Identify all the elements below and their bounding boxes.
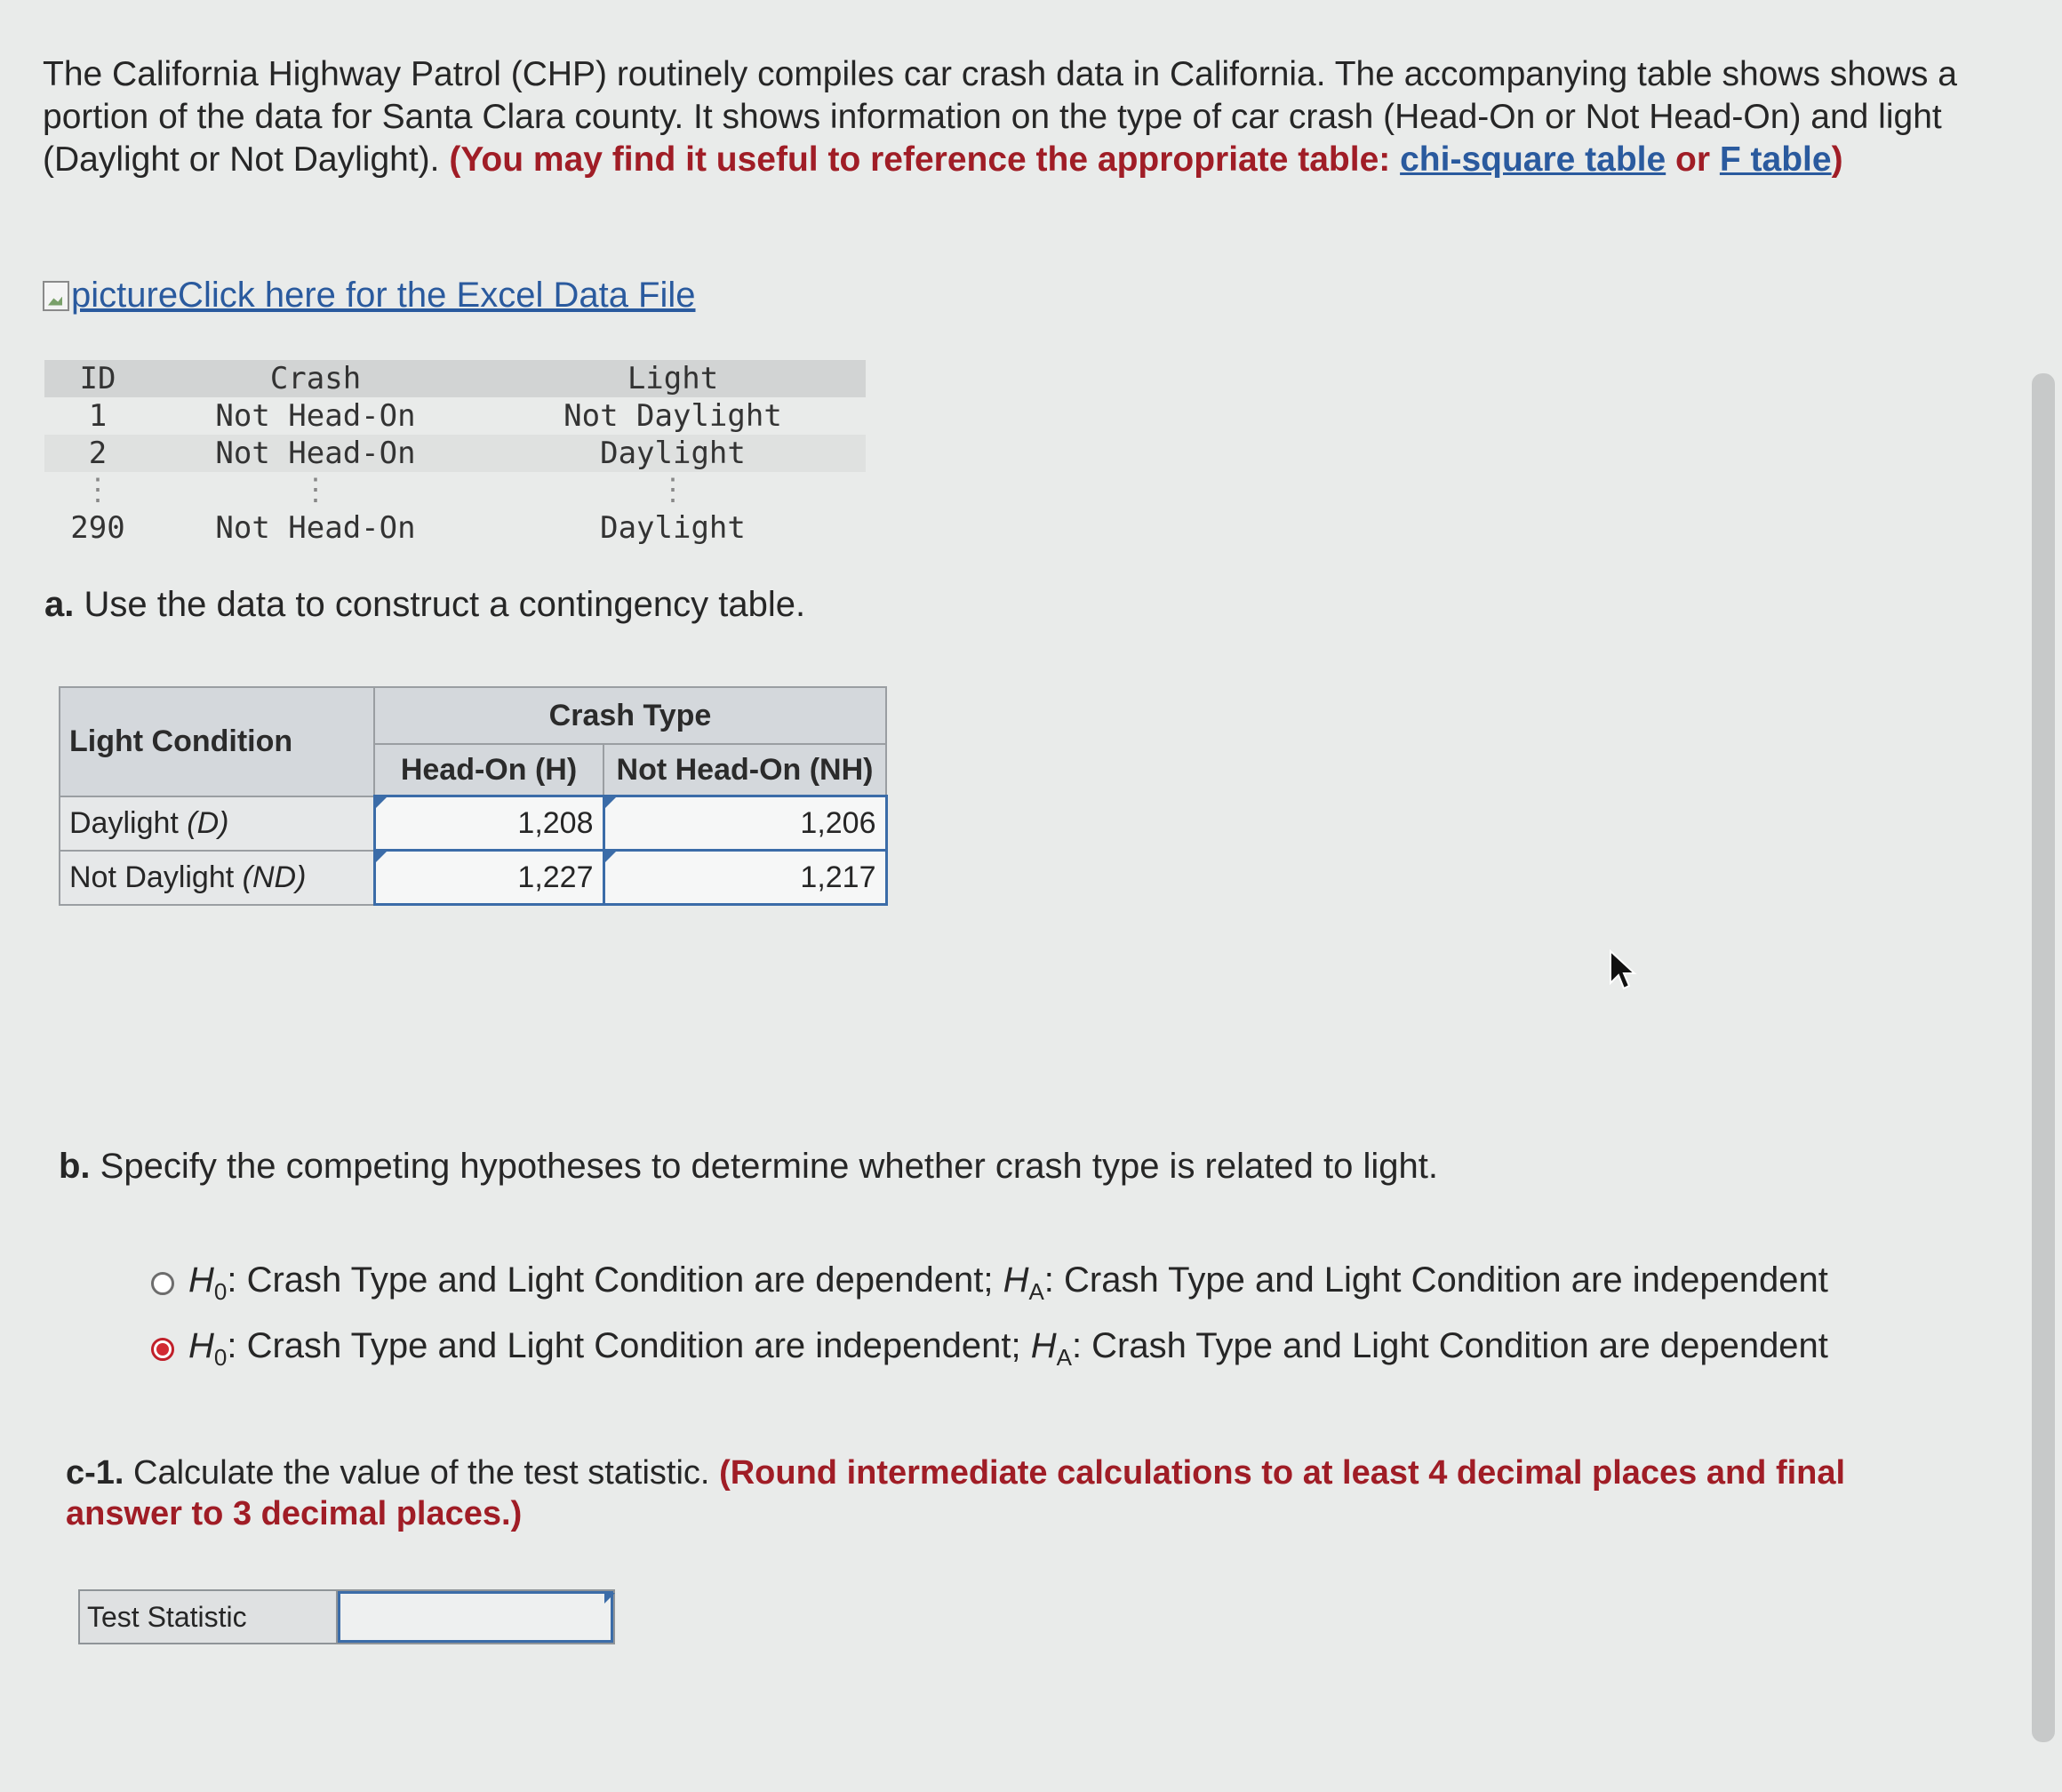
excerpt-cell-light: Daylight [600,436,746,471]
row-label-abbr: (D) [187,805,229,840]
corner-header: Light Condition [60,687,374,796]
ha-symbol: H [1030,1326,1057,1365]
ellipsis-icon: ⋮ [83,472,113,508]
test-statistic-label: Test Statistic [80,1591,338,1643]
cell-daylight-not-head-on[interactable]: 1,206 [603,796,886,851]
ha-subscript: A [1028,1278,1044,1305]
hint-or: or [1666,140,1720,179]
radio-button-selected[interactable] [151,1338,174,1361]
excerpt-cell-id: 2 [88,436,108,471]
excerpt-header-row [44,360,866,397]
test-statistic-input[interactable] [338,1591,613,1643]
part-a-text: Use the data to construct a contingency table. [74,585,806,624]
excerpt-cell-crash: Not Head-On [215,436,416,471]
ellipsis-icon: ⋮ [300,472,331,508]
hypothesis-option-1[interactable] [151,1260,1828,1306]
hint-suffix: ) [1831,140,1843,179]
ellipsis-icon: ⋮ [658,472,688,508]
h0-symbol: H [188,1260,214,1300]
cell-not-daylight-not-head-on[interactable]: 1,217 [603,851,886,905]
excerpt-row [44,397,866,435]
h0-statement: : Crash Type and Light Condition are dependent; [227,1260,1003,1300]
head-on-header: Head-On (H) [374,744,603,796]
excerpt-cell-crash: Not Head-On [215,510,416,546]
excerpt-header-id: ID [79,361,116,396]
excerpt-header-crash: Crash [269,361,362,396]
vertical-scrollbar[interactable] [2032,373,2055,1742]
row-label-daylight [60,796,374,851]
excerpt-row [44,435,866,472]
row-label-text: Not Daylight [69,860,243,894]
row-label-text: Daylight [69,805,188,840]
ha-subscript: A [1056,1344,1072,1371]
data-excerpt-table [44,360,866,548]
broken-image-icon [43,281,69,311]
excerpt-row [44,508,866,548]
excel-link-text: pictureClick here for the Excel Data File [71,276,696,315]
table-row [60,796,886,851]
excerpt-cell-light: Not Daylight [563,398,782,434]
excerpt-cell-id: 290 [70,510,125,546]
excerpt-cell-crash: Not Head-On [215,398,416,434]
not-head-on-header: Not Head-On (NH) [603,744,886,796]
part-a-label: a. [44,585,75,624]
excerpt-cell-id: 1 [88,398,108,434]
part-b-text: Specify the competing hypotheses to determine whether crash type is related to light. [90,1147,1438,1186]
chi-square-table-link[interactable]: chi-square table [1400,140,1666,179]
h0-subscript: 0 [213,1344,228,1371]
cell-not-daylight-head-on[interactable]: 1,227 [374,851,603,905]
test-statistic-row [78,1589,615,1644]
h0-symbol: H [188,1326,214,1365]
hypothesis-option-2[interactable] [151,1326,1828,1372]
test-statistic-input-wrap [338,1591,613,1643]
excerpt-header-light: Light [627,361,719,396]
hint-prefix: (You may find it useful to reference the appropriate table: [449,140,1401,179]
mouse-cursor-icon [1609,949,1639,992]
excel-data-file-link[interactable] [43,276,696,316]
f-table-link[interactable]: F table [1719,140,1832,179]
option-2-text [188,1326,1828,1372]
contingency-table [59,686,888,906]
part-c1-label: c-1. [66,1454,124,1492]
part-a-question [44,585,805,625]
part-c1-text: Calculate the value of the test statistic. [124,1454,720,1492]
row-label-not-daylight [60,851,374,905]
problem-intro [43,53,2016,181]
part-b-question [59,1147,1438,1187]
cell-daylight-head-on[interactable]: 1,208 [374,796,603,851]
table-row [60,851,886,905]
ha-symbol: H [1003,1260,1029,1300]
crash-type-header: Crash Type [374,687,886,744]
h0-subscript: 0 [213,1278,228,1305]
excerpt-ellipsis-row [44,472,866,508]
radio-button-unselected[interactable] [151,1272,174,1295]
intro-text: The California Highway Patrol (CHP) routinely compiles car crash data in California. The accompanying table shows shows a portion of the data for Santa Clara county. It shows information on the type of car crash (Head-On or Not Head-On) and light (Daylight or Not Daylight). [43,55,1957,179]
ha-statement: : Crash Type and Light Condition are dependent [1071,1326,1828,1365]
part-c1-question [66,1452,1914,1534]
table-hint [449,140,1842,179]
ha-statement: : Crash Type and Light Condition are independent [1043,1260,1828,1300]
h0-statement: : Crash Type and Light Condition are independent; [227,1326,1031,1365]
part-b-label: b. [59,1147,91,1186]
input-flag-icon [604,1593,615,1604]
row-label-abbr: (ND) [242,860,307,894]
part-c1-rounding-note: (Round intermediate calculations to at least 4 decimal places and final answer to 3 decimal places.) [66,1454,1846,1532]
option-1-text [188,1260,1828,1306]
excerpt-cell-light: Daylight [600,510,746,546]
